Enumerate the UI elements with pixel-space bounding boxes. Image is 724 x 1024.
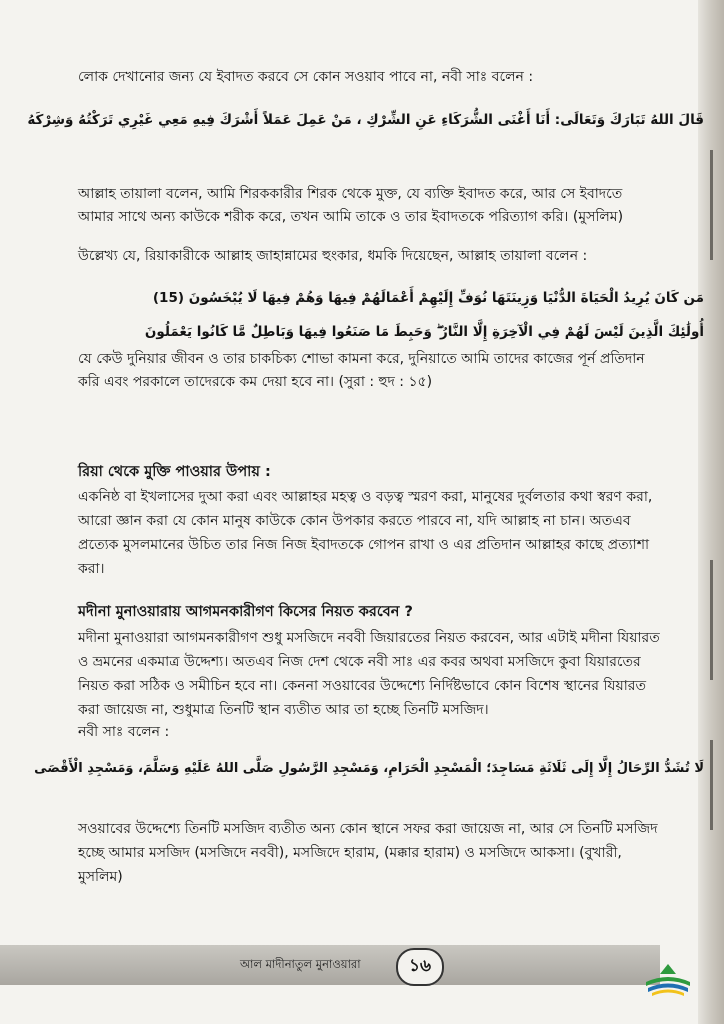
logo-yellow-arc — [652, 990, 684, 997]
conclusion-line: হচ্ছে আমার মসজিদ (মসজিদে নববী), মসজিদে হারাম, (মক্কার হারাম) ও মসজিদে আকসা। (বুখারী, — [78, 845, 622, 861]
hadith-translation-line: আমার সাথে অন্য কাউকে শরীক করে, তখন আমি তাকে ও তার ইবাদতকে পরিত্যাগ করি। (মুসলিম) — [78, 209, 624, 225]
paragraph-line: নবী সাঃ বলেন : — [78, 724, 170, 740]
paragraph-line: করা জায়েজ না, শুধুমাত্র তিনটি স্থান ব্যতীত আর তা হচ্ছে তিনটি মসজিদ। — [78, 702, 489, 718]
hadith-arabic: قَالَ اللهُ تَبَارَكَ وَتَعَالَى: أَنَا أَغْنَى الشُّرَكَاءِ عَنِ الشِّرْكِ ، مَنْ عَمِلَ عَمَلاً أَشْرَكَ فِيهِ مَعِي غَيْرِي تَرَكْتُهُ وَشِرْكَهُ — [27, 112, 704, 128]
paragraph-line: ও ভ্রমনের একমাত্র উদ্দেশ্য। অতএব নিজ দেশ থেকে নবী সাঃ এর কবর অথবা মসজিদে কুবা যিয়ারতের — [78, 654, 641, 670]
intro-line: লোক দেখানোর জন্য যে ইবাদত করবে সে কোন সওয়াব পাবে না, নবী সাঃ বলেন : — [78, 69, 534, 85]
footer-title: আল মাদীনাতুল মুনাওয়ারা — [240, 957, 361, 971]
ayah-translation-line: যে কেউ দুনিয়ার জীবন ও তার চাকচিক্য শোভা কামনা করে, দুনিয়াতে আমি তাদের কাজের পূর্ন প্রতিদান — [78, 351, 645, 367]
ayah-line: أُولَٰئِكَ الَّذِينَ لَيْسَ لَهُمْ فِي الْآخِرَةِ إِلَّا النَّارُ ۖ وَحَبِطَ مَا صَنَعُوا فِيهَا وَبَاطِلٌ مَّا كَانُوا يَعْمَلُونَ — [144, 324, 704, 340]
paragraph-line: মদীনা মুনাওয়ারা আগমনকারীগণ শুধু মসজিদে নববী জিয়ারতের নিয়ত করবেন, আর এটাই মদীনা যিয়ারত — [78, 630, 660, 646]
ayah-translation-line: করি এবং পরকালে তাদেরকে কম দেয়া হবে না। (সুরা : হুদ : ১৫) — [78, 374, 433, 390]
paragraph-line: একনিষ্ঠ বা ইখলাসের দুআ করা এবং আল্লাহর মহত্ব ও বড়ত্ব স্মরণ করা, মানুষের দুর্বলতার কথা স্বরণ করা, — [78, 489, 653, 505]
section-heading: রিয়া থেকে মুক্তি পাওয়ার উপায় : — [78, 464, 271, 480]
section-heading: মদীনা মুনাওয়ারায় আগমনকারীগণ কিসের নিয়ত করবেন ? — [78, 604, 413, 620]
hadith-arabic: لَا تُشَدُّ الرِّحَالُ إِلَّا إِلَى ثَلَاثَةِ مَسَاجِدَ؛ الْمَسْجِدِ الْحَرَامِ، وَمَسْجِدِ الرَّسُولِ صَلَّى اللهُ عَلَيْهِ وَسَلَّمَ، وَمَسْجِدِ الْأَقْصَى — [34, 761, 704, 776]
warning-line: উল্লেখ্য যে, রিয়াকারীকে আল্লাহ জাহান্নামের হুংকার, ধমকি দিয়েছেন, আল্লাহ তায়ালা বলেন : — [78, 248, 588, 264]
paragraph-line: করা। — [78, 561, 105, 577]
page-number: ১৬ — [396, 948, 444, 986]
conclusion-line: মুসলিম) — [78, 869, 123, 885]
ayah-line: مَن كَانَ يُرِيدُ الْحَيَاةَ الدُّنْيَا وَزِينَتَهَا نُوَفِّ إِلَيْهِمْ أَعْمَالَهُمْ فِيهَا وَهُمْ فِيهَا لَا يُبْخَسُونَ (15) — [152, 290, 704, 306]
conclusion-line: সওয়াবের উদ্দেশ্যে তিনটি মসজিদ ব্যতীত অন্য কোন স্থানে সফর করা জায়েজ না, আর সে তিনটি মসজিদ — [78, 821, 658, 837]
logo-roof-shape — [660, 964, 676, 974]
page-edge — [698, 0, 724, 1024]
paragraph-line: প্রত্যেক মুসলমানের উচিত তার নিজ নিজ ইবাদতকে গোপন রাখা ও এর প্রতিদান আল্লাহর কাছে প্রত্যাশা — [78, 537, 650, 553]
paragraph-line: আরো জ্ঞান করা যে কোন মানুষ কাউকে কোন উপকার করতে পারবে না, যদি আল্লাহ না চান। অতএব — [78, 513, 631, 529]
paragraph-line: নিয়ত করা সঠিক ও সমীচিন হবে না। কেননা সওয়াবের উদ্দেশ্যে নির্দিষ্টভাবে কোন বিশেষ স্থানের যিয়ারত — [78, 678, 646, 694]
hadith-translation-line: আল্লাহ তায়ালা বলেন, আমি শিরককারীর শিরক থেকে মুক্ত, যে ব্যক্তি ইবাদত করে, আর সে ইবাদতে — [78, 186, 623, 202]
publisher-logo-icon — [640, 960, 696, 1000]
